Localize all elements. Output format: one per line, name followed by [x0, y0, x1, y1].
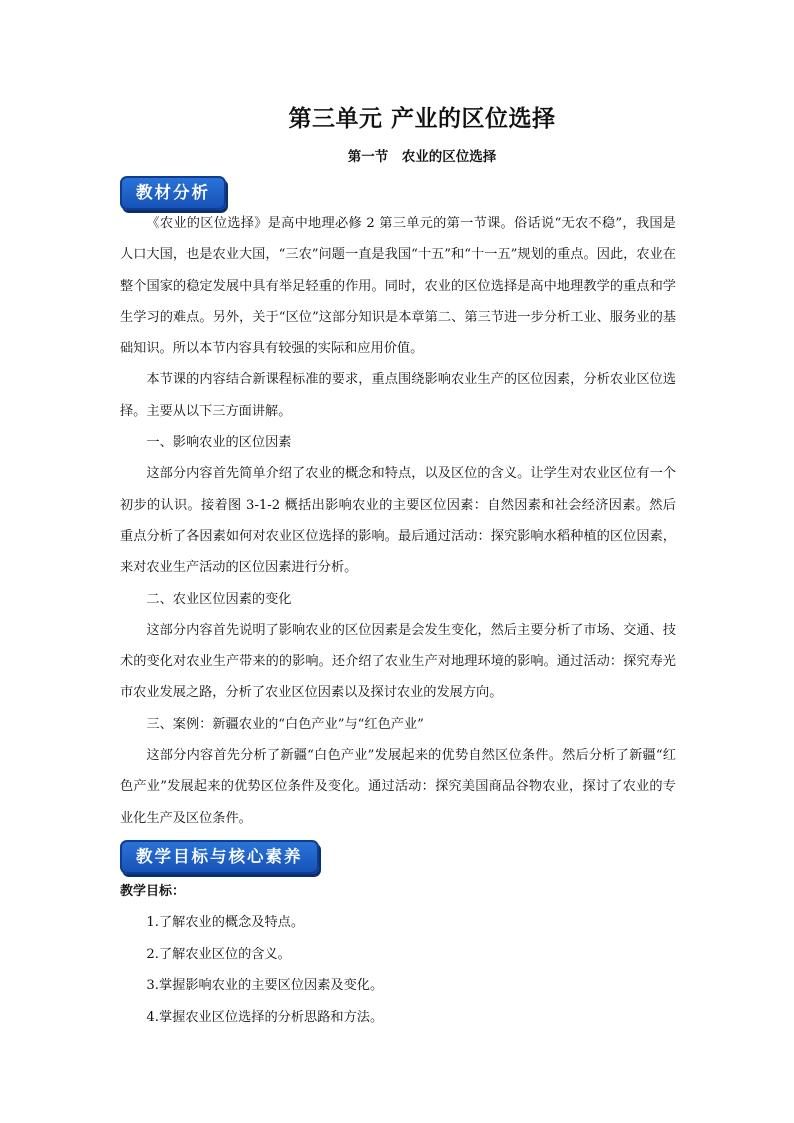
- list-item: 2.了解农业区位的含义。: [146, 946, 291, 962]
- paragraph-case: 这部分内容首先分析了新疆“白色产业”发展起来的优势自然区位条件。然后分析了新疆“红色产业”发展起来的优势区位条件及变化。通过活动：探究美国商品谷物农业，探讨了农业的专业化生产及区位条件。: [120, 748, 676, 826]
- teaching-goals-list: [120, 907, 676, 1033]
- list-item: 4.掌握农业区位选择的分析思路和方法。: [146, 1009, 384, 1025]
- subheading-factors: 一、影响农业的区位因素: [146, 435, 292, 451]
- paragraph-focus: 本节课的内容结合新课程标准的要求，重点围绕影响农业生产的区位因素，分析农业区位选择。主要从以下三方面讲解。: [120, 372, 676, 419]
- section-badge-teaching-goals: 教学目标与核心素养: [120, 840, 319, 874]
- subheading-case: 三、案例：新疆农业的“白色产业”与“红色产业”: [146, 716, 424, 732]
- subheading-changes: 二、农业区位因素的变化: [146, 591, 292, 607]
- section-badge-textbook-analysis: 教材分析: [120, 176, 226, 210]
- list-item: 3.掌握影响农业的主要区位因素及变化。: [146, 978, 384, 993]
- teaching-goals-label: 教学目标：: [120, 884, 186, 899]
- paragraph-factors: 这部分内容首先简单介绍了农业的概念和特点，以及区位的含义。让学生对农业区位有一个初步的认识。接着图 3-1-2 概括出影响农业的主要区位因素：自然因素和社会经济因素。然后重点分析了各因素如何对农业区位选择的影响。最后通过活动：探究影响水稻种植的区位因素，来对农业生产活动的区位因素进行分析。: [120, 466, 676, 576]
- list-item: 1.了解农业的概念及特点。: [146, 915, 305, 930]
- page-title: 第三单元 产业的区位选择: [288, 106, 556, 132]
- textbook-analysis-body: [120, 208, 676, 834]
- page-subtitle: 第一节 农业的区位选择: [347, 149, 497, 165]
- paragraph-overview: 《农业的区位选择》是高中地理必修 2 第三单元的第一节课。俗话说“无农不稳”，我国是人口大国，也是农业大国，“三农”问题一直是我国“十五”和“十一五”规划的重点。因此，农业在整个国家的稳定发展中具有举足轻重的作用。同时，农业的区位选择是高中地理教学的重点和学生学习的难点。另外，关于“区位”这部分知识是本章第二、第三节进一步分析工业、服务业的基础知识。所以本节内容具有较强的实际和应用价值。: [120, 216, 676, 357]
- paragraph-changes: 这部分内容首先说明了影响农业的区位因素是会发生变化，然后主要分析了市场、交通、技术的变化对农业生产带来的的影响。还介绍了农业生产对地理环境的影响。通过活动：探究寿光市农业发展之路，分析了农业区位因素以及探讨农业的发展方向。: [120, 622, 676, 701]
